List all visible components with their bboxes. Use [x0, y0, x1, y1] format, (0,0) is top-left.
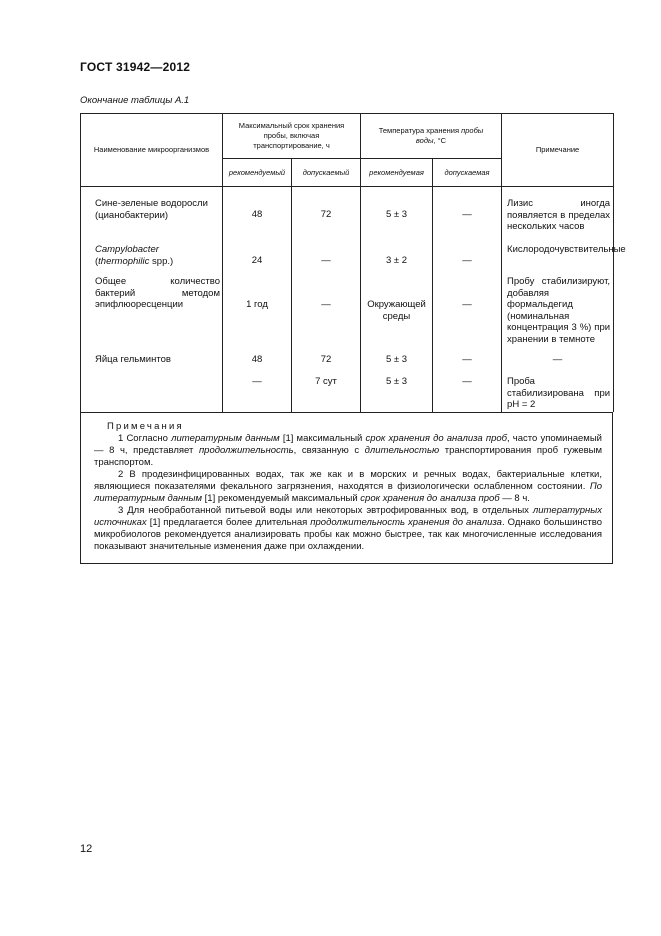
- allowed-time: 72: [292, 197, 361, 243]
- header-temperature: Температура хранения пробы воды, °С: [361, 114, 502, 159]
- allowed-temp: —: [433, 353, 502, 375]
- organism-name: [81, 375, 223, 412]
- recommended-temp: 5 ± 3: [361, 353, 433, 375]
- recommended-temp: 5 ± 3: [361, 375, 433, 412]
- organism-name: Сине-зеленые водоросли (цианобактерии): [81, 197, 223, 243]
- allowed-temp: —: [433, 275, 502, 353]
- allowed-temp: —: [433, 375, 502, 412]
- recommended-temp: 5 ± 3: [361, 197, 433, 243]
- note-cell: Кислородочувствительные: [502, 243, 614, 275]
- notes-title: Примечания: [107, 420, 184, 432]
- header-note: Примечание: [502, 114, 614, 187]
- recommended-time: 48: [223, 353, 292, 375]
- header-recommended-time: рекомендуемый: [223, 159, 292, 187]
- table-row: [81, 243, 614, 275]
- table-row: [81, 353, 614, 375]
- allowed-time: —: [292, 243, 361, 275]
- table-row: [81, 197, 614, 243]
- recommended-time: 48: [223, 197, 292, 243]
- organism-name: Общее количество бактерий методом эпифлюоресценции: [81, 275, 223, 353]
- allowed-temp: —: [433, 243, 502, 275]
- organism-name: Campylobacter (thermophilic spp.): [81, 243, 223, 275]
- note-2: 2 В продезинфицированных водах, так же как и в морских и речных водах, бактериальные клетки, являющиеся показателями фекального загрязнения, находятся в физиологически ослабленном состоянии. По литературным данным [1] рекомендуемый максимальный срок хранения до анализа проб — 8 ч.: [94, 468, 602, 504]
- table-row: [81, 375, 614, 412]
- allowed-time: 7 сут: [292, 375, 361, 412]
- header-organisms: Наименование микроорганизмов: [81, 114, 223, 187]
- recommended-temp: Окружающей среды: [361, 275, 433, 353]
- page-number: 12: [80, 843, 93, 855]
- recommended-time: 24: [223, 243, 292, 275]
- table-row: [81, 275, 614, 353]
- note-1: 1 Согласно литературным данным [1] максимальный срок хранения до анализа проб, часто упоминаемый — 8 ч, представляет продолжительность, связанную с длительностью транспортирования проб гужевым транспортом.: [94, 432, 603, 468]
- allowed-time: —: [292, 275, 361, 353]
- recommended-time: 1 год: [223, 275, 292, 353]
- header-allowed-temp: допускаемая: [433, 159, 502, 187]
- note-cell: —: [502, 353, 614, 375]
- note-3: 3 Для необработанной питьевой воды или некоторых эвтрофированных вод, в отдельных литературных источниках [1] предлагается более длительная продолжительность хранения до анализа. Однако большинство микробиологов рекомендуется анализировать пробы как можно быстрее, так как многочисленные исследования показывают значительные изменения даже при охлаждении.: [94, 504, 602, 552]
- note-cell: Пробу стабилизируют, добавляя формальдегид (номинальная концентрация 3 %) при хранении в темноте: [502, 275, 614, 353]
- allowed-temp: —: [433, 197, 502, 243]
- table-caption: Окончание таблицы А.1: [80, 95, 190, 106]
- recommended-time: —: [223, 375, 292, 412]
- note-cell: Лизис иногда появляется в пределах нескольких часов: [502, 197, 614, 243]
- header-max-storage: Максимальный срок хранения пробы, включая транспортирование, ч: [223, 114, 361, 159]
- header-recommended-temp: рекомендуемая: [361, 159, 433, 187]
- header-allowed-time: допускаемый: [292, 159, 361, 187]
- allowed-time: 72: [292, 353, 361, 375]
- document-title: ГОСТ 31942—2012: [80, 60, 191, 74]
- table-container: [80, 113, 626, 564]
- storage-table: [80, 113, 626, 412]
- recommended-temp: 3 ± 2: [361, 243, 433, 275]
- note-cell: Проба стабилизирована при pH = 2: [502, 375, 614, 412]
- organism-name: Яйца гельминтов: [81, 353, 223, 375]
- notes-box: [80, 412, 613, 564]
